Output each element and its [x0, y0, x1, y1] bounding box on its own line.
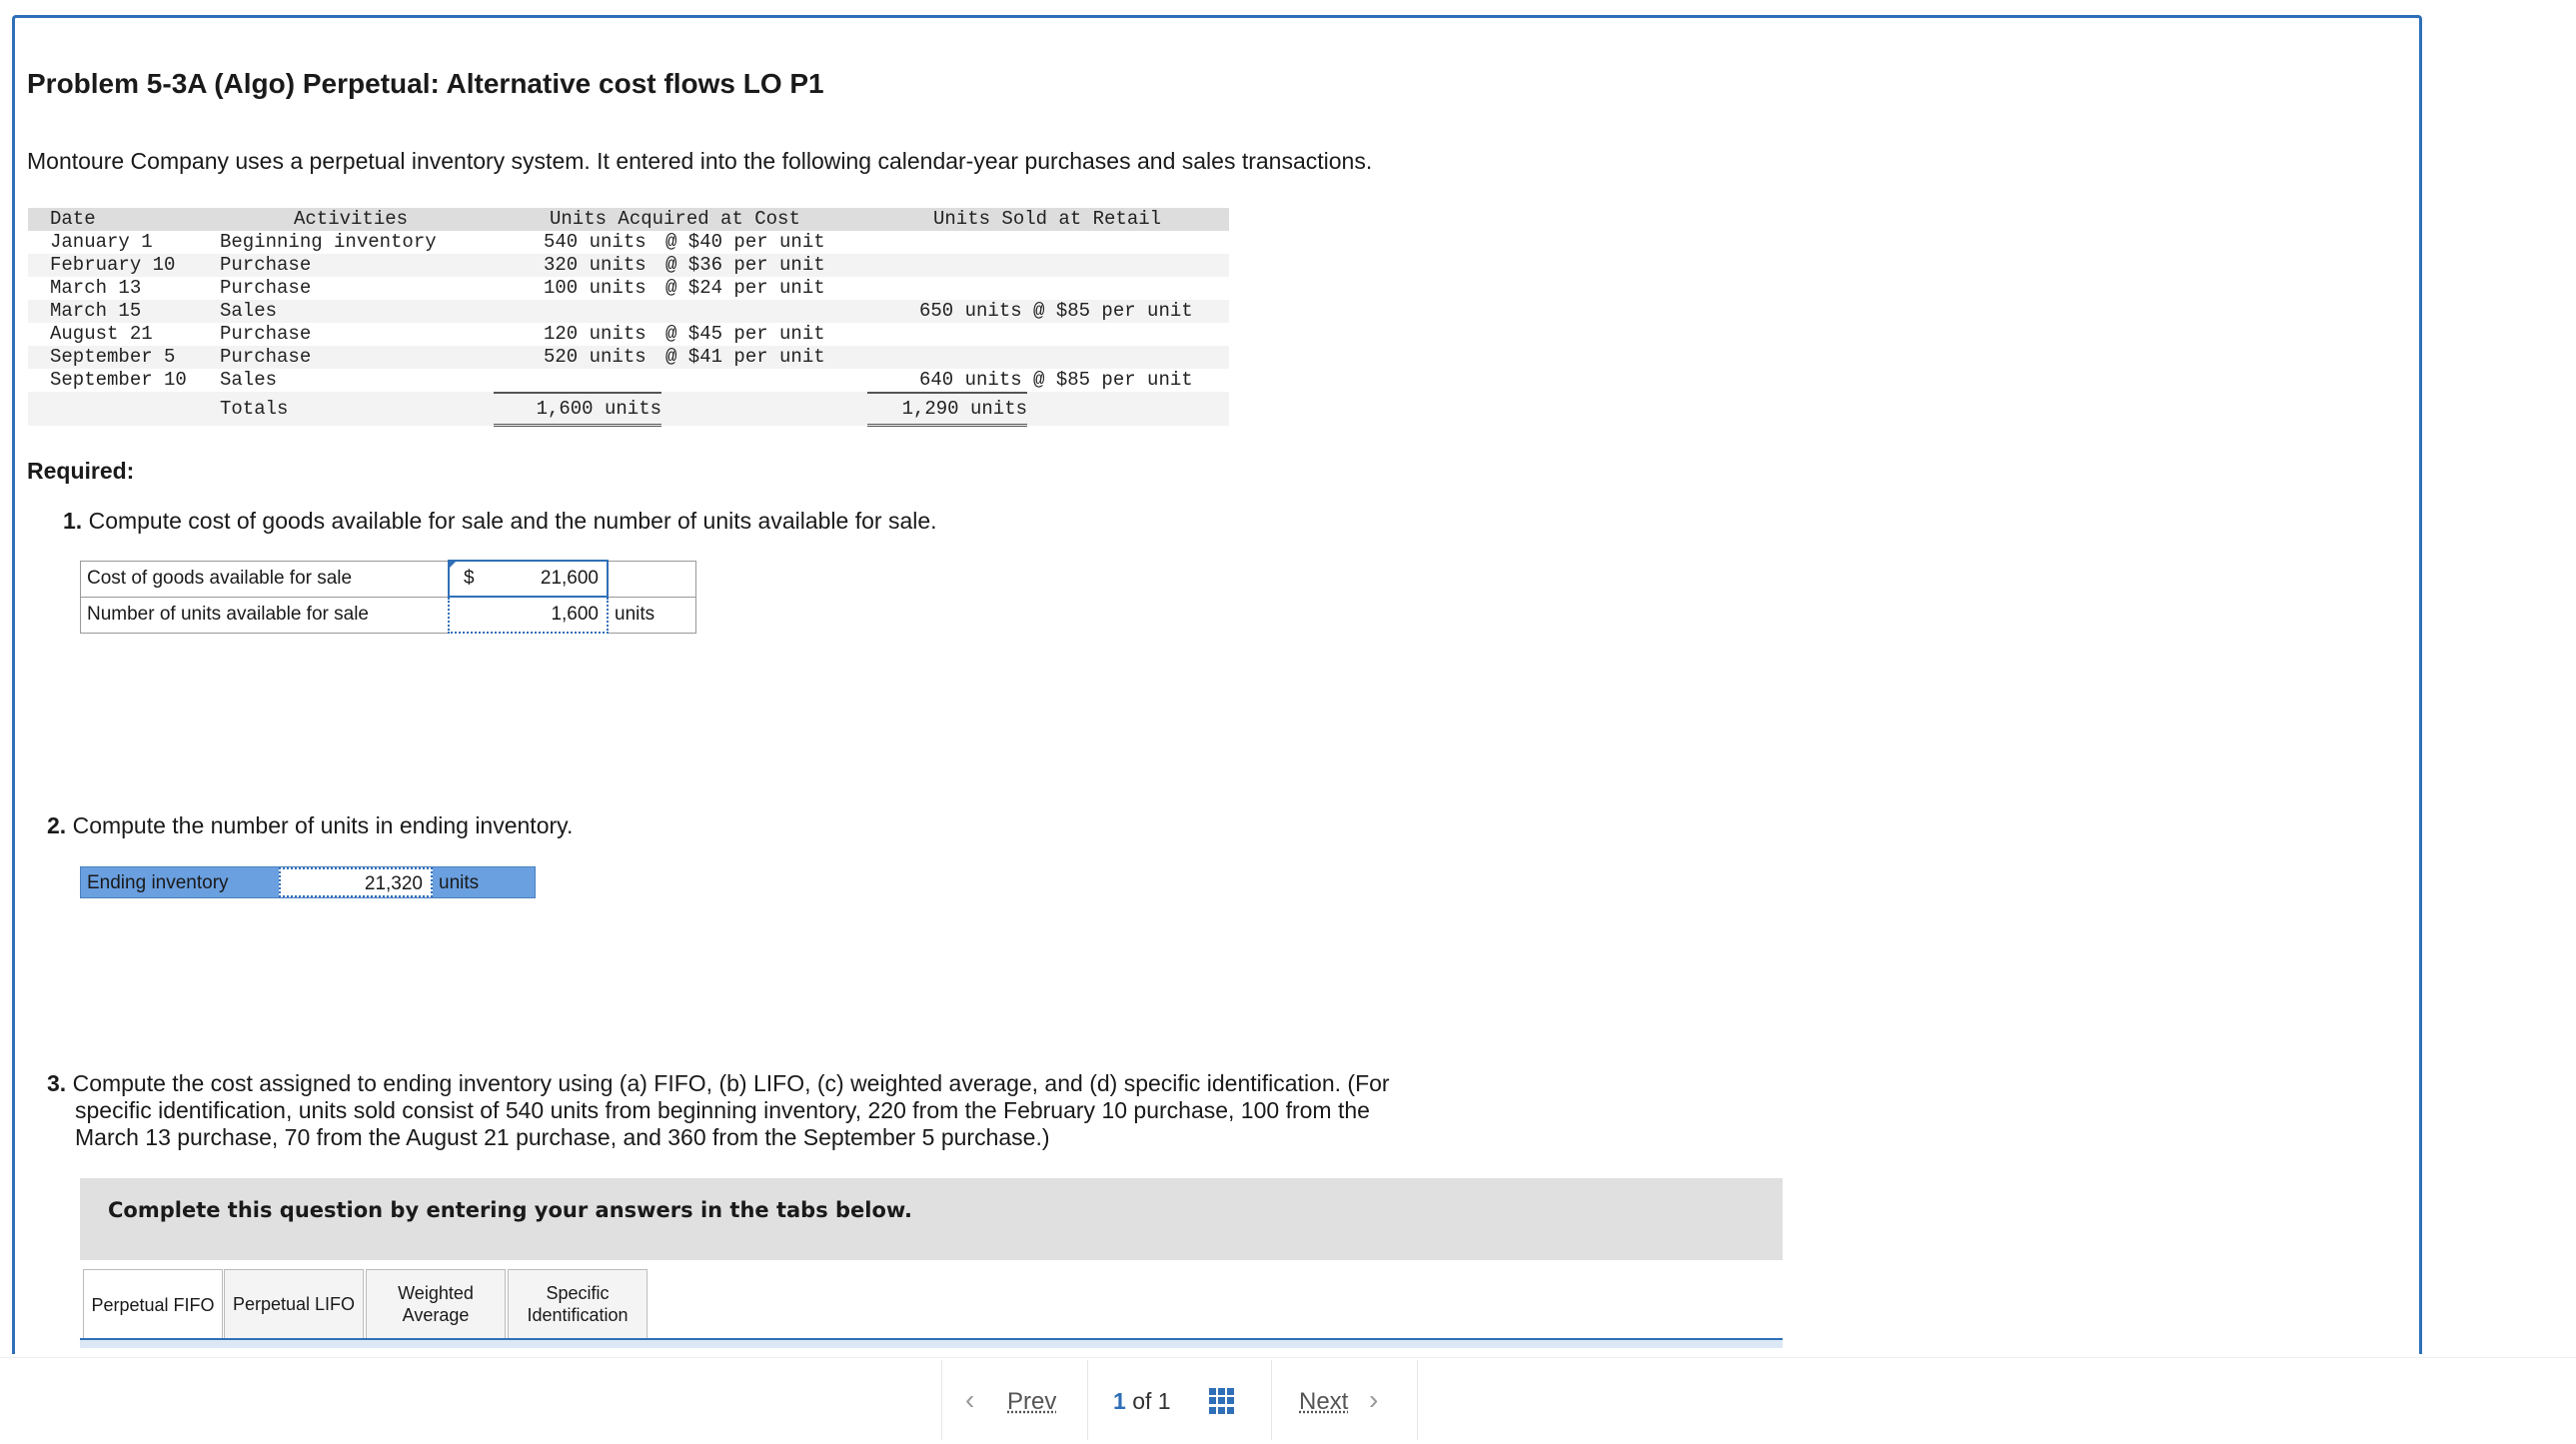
row-activity: Sales	[220, 300, 278, 322]
header-date: Date	[50, 208, 96, 230]
cogs-input[interactable]	[449, 561, 608, 597]
tab-label-line-2: Identification	[527, 1305, 629, 1325]
tab-label: Weighted	[398, 1283, 474, 1303]
question-text: Compute the number of units in ending inventory.	[72, 812, 574, 838]
page-indicator	[1113, 1388, 1171, 1415]
row-units: 520 units	[544, 346, 646, 368]
table-row	[81, 561, 696, 597]
ending-inventory-row	[80, 866, 536, 898]
table-row	[28, 300, 1229, 323]
instruction-text: Complete this question by entering your answers in the tabs below.	[108, 1198, 912, 1222]
question-3-line-3: March 13 purchase, 70 from the August 21 purchase, and 360 from the September 5 purchase.)	[75, 1124, 1050, 1150]
row-cost: @ $40 per unit	[665, 231, 825, 253]
row-activity: Purchase	[220, 277, 312, 299]
tab-perpetual-lifo[interactable]	[224, 1269, 364, 1339]
required-label: Required:	[27, 458, 135, 484]
instruction-banner	[80, 1178, 1783, 1260]
table-row	[28, 231, 1229, 254]
row-cost: @ $45 per unit	[665, 323, 825, 345]
flag-icon	[448, 560, 458, 570]
divider	[1271, 1360, 1272, 1440]
grid-icon[interactable]	[1209, 1388, 1235, 1414]
question-3	[47, 1070, 1390, 1151]
totals-label: Totals	[220, 398, 289, 420]
tab-specific-identification[interactable]	[508, 1269, 647, 1339]
row-date: February 10	[50, 254, 176, 276]
row-cost: @ $36 per unit	[665, 254, 825, 276]
cogs-value: 21,600	[540, 568, 599, 589]
bottom-navigation	[0, 1357, 2576, 1444]
question-2	[47, 812, 573, 839]
question-number: 2.	[47, 812, 67, 838]
ending-inventory-value: 21,320	[364, 873, 423, 894]
prev-button[interactable]: Prev	[1007, 1388, 1057, 1415]
row-activity: Beginning inventory	[220, 231, 437, 253]
question-1	[63, 508, 937, 535]
cogs-label: Cost of goods available for sale	[81, 561, 450, 597]
page-of: of	[1132, 1388, 1152, 1414]
tab-label: Specific	[546, 1283, 610, 1303]
row-date: March 15	[50, 300, 142, 322]
units-available-value: 1,600	[551, 604, 599, 625]
tab-content-edge	[80, 1338, 1783, 1348]
currency-symbol: $	[464, 568, 475, 589]
row-units: 540 units	[544, 231, 646, 253]
row-sold: 650 units @ $85 per unit	[919, 300, 1193, 322]
page-title: Problem 5-3A (Algo) Perpetual: Alternative cost flows LO P1	[27, 68, 824, 99]
tab-weighted-average[interactable]	[366, 1269, 506, 1339]
table-row	[28, 346, 1229, 369]
total-acquired: 1,600 units	[494, 392, 661, 427]
ending-inventory-suffix: units	[439, 872, 480, 893]
row-cost: @ $24 per unit	[665, 277, 825, 299]
row-units: 320 units	[544, 254, 646, 276]
row-units: 120 units	[544, 323, 646, 345]
next-button[interactable]: Next	[1299, 1388, 1349, 1415]
tab-label: Perpetual FIFO	[91, 1294, 215, 1315]
row-date: March 13	[50, 277, 142, 299]
tab-label: Perpetual LIFO	[232, 1294, 356, 1314]
transactions-table	[28, 208, 1229, 426]
row-date: January 1	[50, 231, 153, 253]
row-date: September 10	[50, 369, 187, 391]
row-cost: @ $41 per unit	[665, 346, 825, 368]
question-3-line-2: specific identification, units sold consist of 540 units from beginning inventory, 220 from the February 10 purchase, 100 from the	[75, 1097, 1370, 1123]
question-3-line-1	[47, 1070, 1390, 1097]
total-sold: 1,290 units	[867, 392, 1027, 427]
ending-inventory-label: Ending inventory	[87, 872, 229, 893]
current-page: 1	[1113, 1388, 1126, 1414]
header-sold: Units Sold at Retail	[933, 208, 1162, 230]
divider	[1087, 1360, 1088, 1440]
chevron-right-icon: ›	[1369, 1384, 1379, 1415]
problem-frame	[12, 15, 2422, 1354]
problem-intro: Montoure Company uses a perpetual inventory system. It entered into the following calendar-year purchases and sales transactions.	[27, 148, 1373, 174]
totals-row	[28, 392, 1229, 426]
row-activity: Purchase	[220, 254, 312, 276]
header-acquired: Units Acquired at Cost	[550, 208, 800, 230]
row-activity: Sales	[220, 369, 278, 391]
units-available-input[interactable]	[449, 597, 608, 633]
table-row	[28, 323, 1229, 346]
row-sold: 640 units @ $85 per unit	[919, 369, 1193, 391]
units-suffix: units	[608, 597, 696, 633]
table-header	[28, 208, 1229, 231]
table-row	[28, 369, 1229, 392]
table-row	[28, 254, 1229, 277]
available-for-sale-table	[80, 560, 696, 634]
row-date: August 21	[50, 323, 153, 345]
table-row	[28, 277, 1229, 300]
cogs-unit-cell	[608, 561, 696, 597]
table-row	[81, 597, 696, 633]
question-text: Compute cost of goods available for sale and the number of units available for sale.	[88, 508, 937, 534]
units-available-label: Number of units available for sale	[81, 597, 450, 633]
header-activities: Activities	[294, 208, 409, 230]
question-number: 3.	[47, 1070, 67, 1096]
tab-label-line-2: Average	[402, 1305, 470, 1325]
row-date: September 5	[50, 346, 176, 368]
divider	[1417, 1360, 1418, 1440]
question-text: Compute the cost assigned to ending inventory using (a) FIFO, (b) LIFO, (c) weighted average, and (d) specific identification. (For	[72, 1070, 1390, 1096]
chevron-left-icon: ‹	[965, 1384, 975, 1415]
question-number: 1.	[63, 508, 83, 534]
ending-inventory-input[interactable]	[279, 867, 433, 897]
row-activity: Purchase	[220, 323, 312, 345]
row-units: 100 units	[544, 277, 646, 299]
tab-perpetual-fifo[interactable]	[83, 1269, 223, 1339]
row-activity: Purchase	[220, 346, 312, 368]
total-pages: 1	[1157, 1388, 1171, 1414]
divider	[941, 1360, 942, 1440]
